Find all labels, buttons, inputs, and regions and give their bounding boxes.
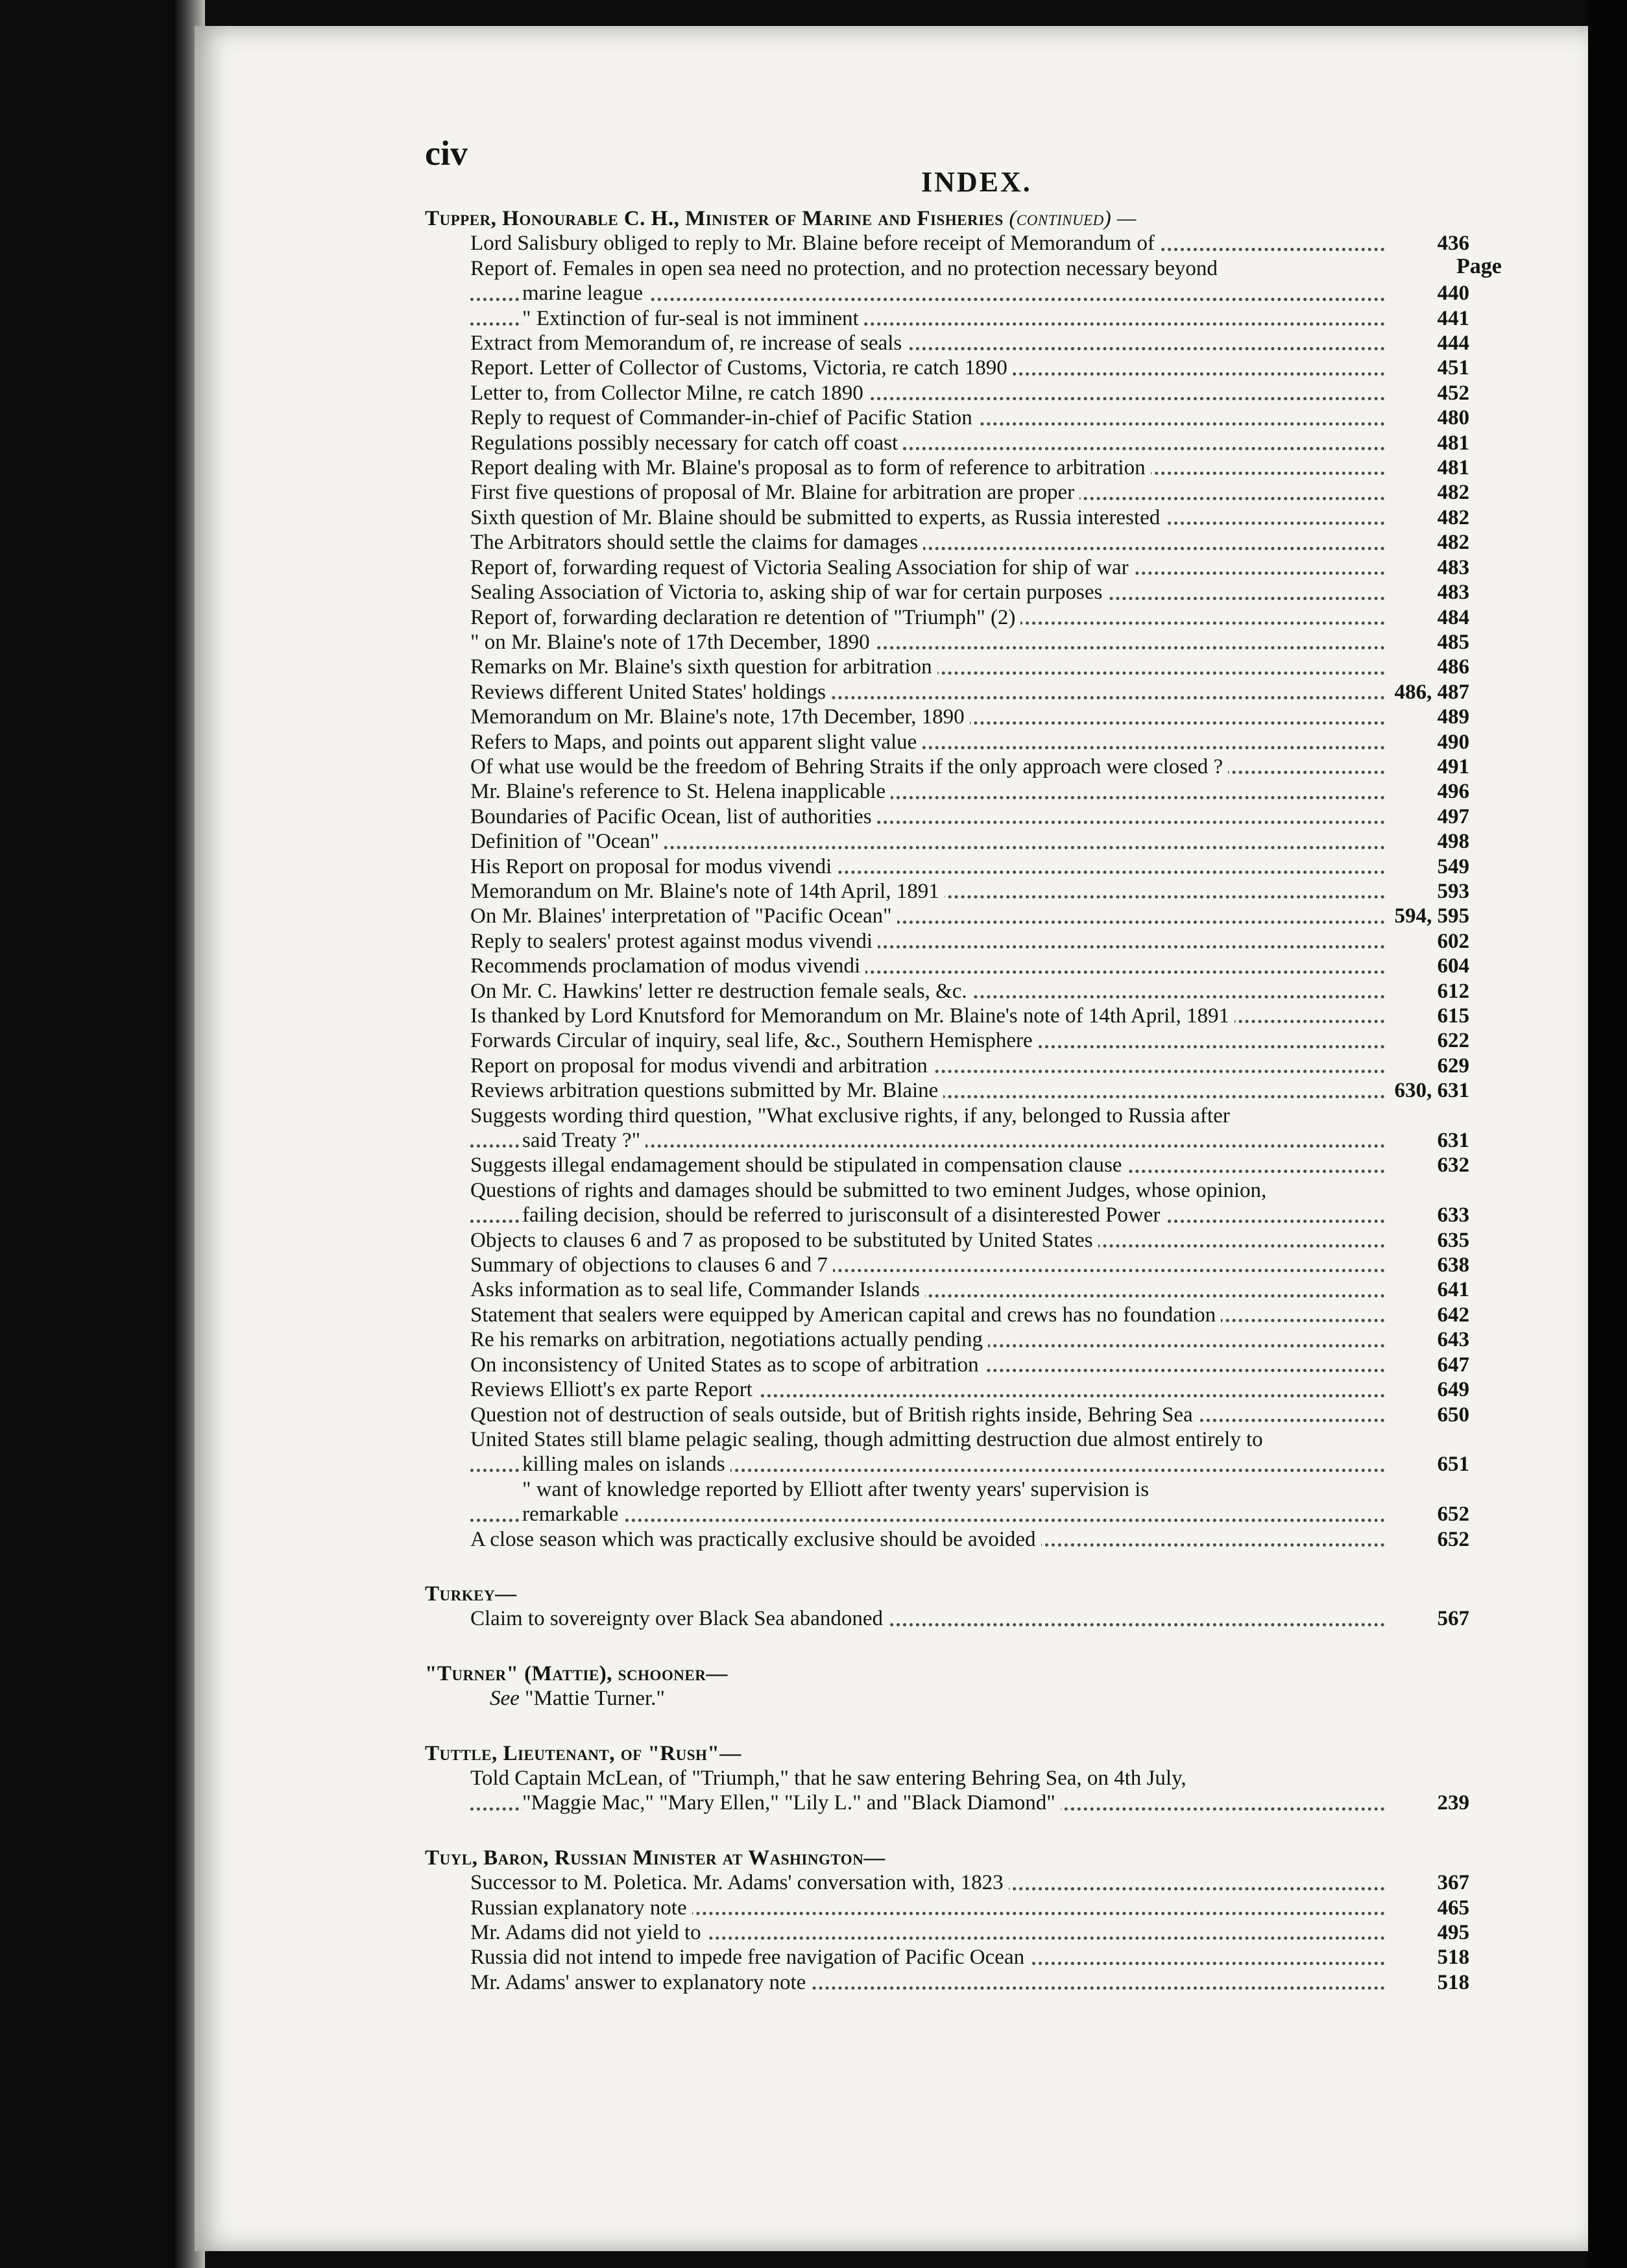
index-entry: [425, 1253, 1469, 1277]
index-entry: [425, 754, 1469, 779]
entry-text: Successor to M. Poletica. Mr. Adams' conversation with, 1823: [470, 1871, 1009, 1894]
index-entry: [425, 1203, 1469, 1227]
entry-page-number: 489: [1437, 705, 1469, 729]
section-gap: [425, 1711, 1469, 1741]
index-entry: [425, 281, 1469, 306]
entry-text: marine league: [522, 282, 648, 305]
index-entry: [425, 480, 1469, 505]
heading-text: Tuttle, Lieutenant, of "Rush"—: [425, 1741, 741, 1765]
entry-text: Re his remarks on arbitration, negotiations actually pending: [470, 1328, 988, 1351]
entry-text: A close season which was practically exclusive should be avoided: [470, 1528, 1041, 1551]
index-entry: [425, 904, 1469, 928]
index-heading: [425, 1661, 1469, 1686]
index-entry: [425, 1766, 1469, 1791]
entry-page-number: 652: [1437, 1502, 1469, 1526]
index-entry: [425, 1502, 1469, 1526]
entry-page-number: 239: [1437, 1791, 1469, 1815]
entry-text: Objects to clauses 6 and 7 as proposed to be substituted by United States: [470, 1229, 1098, 1252]
index-entry: [425, 730, 1469, 754]
entry-page-number: 497: [1437, 804, 1469, 828]
entry-text: Lord Salisbury obliged to reply to Mr. Blaine before receipt of Memorandum of: [470, 232, 1160, 255]
entry-page-number: 652: [1437, 1527, 1469, 1551]
index-entry: [425, 979, 1469, 1004]
entry-page-number: 444: [1437, 332, 1469, 356]
index-entry: [425, 256, 1469, 281]
index-entry: [425, 1178, 1469, 1203]
entry-page-number: 452: [1437, 381, 1469, 405]
page-column-label: Page: [1456, 254, 1502, 278]
index-entry: [425, 580, 1469, 605]
entry-page-number: 567: [1437, 1607, 1469, 1631]
entry-page-number: 633: [1437, 1203, 1469, 1227]
entry-text: Statement that sealers were equipped by American capital and crews has no foundation: [470, 1303, 1221, 1327]
see-target: "Mattie Turner.": [519, 1687, 665, 1711]
entry-text: Summary of objections to clauses 6 and 7: [470, 1253, 833, 1277]
index-entry: [425, 1028, 1469, 1053]
index-entry: [425, 1353, 1469, 1377]
entry-page-number: 612: [1437, 979, 1469, 1003]
entry-text: His Report on proposal for modus vivendi: [470, 855, 837, 878]
entry-page-number: 642: [1437, 1303, 1469, 1327]
index-entry: [425, 655, 1469, 679]
entry-text: Extract from Memorandum of, re increase of seals: [470, 332, 907, 355]
entry-text: Suggests illegal endamagement should be stipulated in compensation clause: [470, 1153, 1127, 1177]
index-entry: [425, 1527, 1469, 1552]
entry-text: Remarks on Mr. Blaine's sixth question for arbitration: [470, 655, 937, 679]
entry-text: Suggests wording third question, "What exclusive rights, if any, belonged to Russia after: [470, 1104, 1235, 1128]
entry-text: "Maggie Mac," "Mary Ellen," "Lily L." and "Black Diamond": [522, 1791, 1061, 1815]
entry-text: Claim to sovereignty over Black Sea abandoned: [470, 1607, 888, 1630]
index-entry: [425, 1228, 1469, 1253]
entry-text: failing decision, should be referred to jurisconsult of a disinterested Power: [522, 1203, 1165, 1227]
entry-text: Definition of "Ocean": [470, 830, 664, 853]
entry-text: Letter to, from Collector Milne, re catch 1890: [470, 381, 869, 405]
entry-page-number: 451: [1437, 356, 1469, 380]
index-entry: [425, 1403, 1469, 1427]
entry-text: First five questions of proposal of Mr. Blaine for arbitration are proper: [470, 481, 1079, 504]
entry-page-number: 482: [1437, 531, 1469, 555]
index-entry: [425, 1870, 1469, 1895]
entry-text: " on Mr. Blaine's note of 17th December, 1890: [470, 631, 875, 654]
entry-text: Report. Letter of Collector of Customs, Victoria, re catch 1890: [470, 356, 1013, 380]
entry-text: Sixth question of Mr. Blaine should be submitted to experts, as Russia interested: [470, 506, 1165, 529]
entry-text: Memorandum on Mr. Blaine's note of 14th April, 1891: [470, 880, 945, 903]
index-entry: [425, 1104, 1469, 1128]
running-head: INDEX.: [921, 166, 1032, 198]
entry-text: Report of, forwarding request of Victoria Sealing Association for ship of war: [470, 556, 1134, 579]
index-entry: [425, 829, 1469, 854]
entry-text: Boundaries of Pacific Ocean, list of authorities: [470, 805, 877, 828]
index-entry: [425, 331, 1469, 356]
entry-text: Russian explanatory note: [470, 1896, 692, 1920]
entry-page-number: 481: [1437, 431, 1469, 455]
section-gap: [425, 1816, 1469, 1846]
entry-page-number: 481: [1437, 456, 1469, 480]
index-entry: [425, 705, 1469, 729]
entry-text: said Treaty ?": [522, 1129, 645, 1152]
index-entry: [425, 505, 1469, 530]
see-prefix: See: [490, 1687, 520, 1711]
entry-text: United States still blame pelagic sealing, though admitting destruction due almost entirely to: [470, 1428, 1268, 1451]
index-entry: [425, 1303, 1469, 1327]
entry-page-number: 367: [1437, 1871, 1469, 1895]
entry-text: On Mr. C. Hawkins' letter re destruction female seals, &c.: [470, 980, 972, 1003]
entry-page-number: 480: [1437, 406, 1469, 430]
entry-page-number: 631: [1437, 1129, 1469, 1153]
heading-text: Tuyl, Baron, Russian Minister at Washington—: [425, 1846, 886, 1870]
index-heading: [425, 1582, 1469, 1606]
index-entry: [425, 1327, 1469, 1352]
entry-page-number: 482: [1437, 481, 1469, 505]
entry-text: Is thanked by Lord Knutsford for Memorandum on Mr. Blaine's note of 14th April, 1891: [470, 1004, 1235, 1028]
index-entry: [425, 231, 1469, 256]
entry-text: Mr. Blaine's reference to St. Helena inapplicable: [470, 780, 891, 803]
entry-text: remarkable: [522, 1502, 623, 1526]
entry-text: Mr. Adams' answer to explanatory note: [470, 1971, 811, 1994]
index-entry: [425, 1477, 1469, 1502]
entry-page-number: 629: [1437, 1054, 1469, 1078]
index-entry: [425, 1896, 1469, 1920]
index-entry: [425, 1606, 1469, 1631]
index-entry: [425, 530, 1469, 555]
index-entry: [425, 1128, 1469, 1153]
index-entry: [425, 1078, 1469, 1103]
index-entry: [425, 1277, 1469, 1302]
index-entry: [425, 1452, 1469, 1477]
index-entry: [425, 680, 1469, 705]
entry-page-number: 486: [1437, 655, 1469, 679]
index-entry: [425, 1004, 1469, 1028]
entry-page-number: 594, 595: [1394, 904, 1469, 928]
entry-text: " want of knowledge reported by Elliott after twenty years' supervision is: [522, 1478, 1154, 1501]
entry-text: Memorandum on Mr. Blaine's note, 17th December, 1890: [470, 705, 970, 729]
entry-page-number: 651: [1437, 1453, 1469, 1477]
entry-text: killing males on islands: [522, 1453, 730, 1476]
entry-page-number: 436: [1437, 232, 1469, 256]
entry-page-number: 518: [1437, 1946, 1469, 1970]
index-entry: [425, 879, 1469, 904]
entry-page-number: 649: [1437, 1378, 1469, 1402]
index-entry: [425, 306, 1469, 331]
index-entry: [425, 1427, 1469, 1452]
entry-text: Report of, forwarding declaration re detention of "Triumph" (2): [470, 606, 1020, 629]
index-heading: [425, 1846, 1469, 1870]
index-entry: [425, 356, 1469, 380]
entry-page-number: 650: [1437, 1403, 1469, 1427]
index-entry: [425, 1153, 1469, 1177]
entry-page-number: 440: [1437, 282, 1469, 306]
section-gap: [425, 1632, 1469, 1661]
entry-text: Forwards Circular of inquiry, seal life, &c., Southern Hemisphere: [470, 1029, 1038, 1052]
entry-page-number: 441: [1437, 306, 1469, 330]
heading-text: Turkey—: [425, 1582, 517, 1606]
entry-page-number: 496: [1437, 780, 1469, 804]
index-entry: [425, 381, 1469, 405]
entry-page-number: 593: [1437, 879, 1469, 903]
entry-page-number: 615: [1437, 1004, 1469, 1028]
index-entry: [425, 854, 1469, 879]
entry-page-number: 518: [1437, 1970, 1469, 1994]
entry-text: Asks information as to seal life, Commander Islands: [470, 1278, 925, 1301]
heading-text: Tupper, Honourable C. H., Minister of Marine and Fisheries: [425, 207, 1004, 230]
entry-page-number: 602: [1437, 929, 1469, 953]
entry-page-number: 549: [1437, 854, 1469, 878]
entry-page-number: 604: [1437, 954, 1469, 978]
entry-page-number: 641: [1437, 1278, 1469, 1302]
index-entry: [425, 1920, 1469, 1945]
entry-page-number: 647: [1437, 1353, 1469, 1377]
index-entry: [425, 630, 1469, 655]
entry-page-number: 484: [1437, 605, 1469, 629]
section-gap: [425, 1552, 1469, 1582]
entry-text: Question not of destruction of seals outside, but of British rights inside, Behring Sea: [470, 1403, 1198, 1427]
index-entry: [425, 929, 1469, 954]
entry-text: Questions of rights and damages should be submitted to two eminent Judges, whose opinion,: [470, 1179, 1271, 1202]
entry-text: Report of. Females in open sea need no protection, and no protection necessary beyond: [470, 257, 1223, 280]
page-folio: civ: [425, 134, 468, 173]
entry-page-number: 638: [1437, 1253, 1469, 1277]
index-entry: [425, 455, 1469, 480]
see-reference: [425, 1686, 1469, 1711]
entry-text: Reviews different United States' holdings: [470, 681, 831, 704]
index-list: [425, 206, 1469, 1995]
entry-page-number: 491: [1437, 754, 1469, 778]
entry-text: Reply to request of Commander-in-chief of Pacific Station: [470, 406, 978, 429]
index-entry: [425, 1970, 1469, 1995]
index-entry: [425, 405, 1469, 430]
entry-text: Mr. Adams did not yield to: [470, 1921, 706, 1944]
index-entry: [425, 1791, 1469, 1815]
entry-page-number: 495: [1437, 1921, 1469, 1944]
index-entry: [425, 804, 1469, 829]
heading-text: "Turner" (Mattie), schooner—: [425, 1661, 728, 1685]
index-entry: [425, 431, 1469, 455]
entry-page-number: 490: [1437, 730, 1469, 754]
entry-text: " Extinction of fur-seal is not imminent: [522, 307, 864, 330]
index-entry: [425, 555, 1469, 580]
entry-page-number: 482: [1437, 505, 1469, 529]
index-entry: [425, 779, 1469, 804]
index-heading: [425, 1741, 1469, 1766]
entry-page-number: 486, 487: [1394, 680, 1469, 704]
entry-page-number: 635: [1437, 1228, 1469, 1252]
index-heading: [425, 206, 1469, 231]
scan-edge: [1588, 0, 1627, 2268]
entry-page-number: 483: [1437, 581, 1469, 605]
index-entry: [425, 1054, 1469, 1078]
entry-page-number: 622: [1437, 1029, 1469, 1053]
entry-text: Reviews Elliott's ex parte Report: [470, 1378, 758, 1401]
entry-text: Report dealing with Mr. Blaine's proposal as to form of reference to arbitration: [470, 456, 1151, 479]
index-entry: [425, 954, 1469, 978]
entry-text: Of what use would be the freedom of Behring Straits if the only approach were closed ?: [470, 755, 1228, 778]
entry-page-number: 498: [1437, 830, 1469, 854]
entry-text: Russia did not intend to impede free navigation of Pacific Ocean: [470, 1946, 1030, 1969]
entry-text: Reply to sealers' protest against modus vivendi: [470, 930, 878, 953]
entry-text: Report on proposal for modus vivendi and arbitration: [470, 1054, 933, 1078]
entry-text: Reviews arbitration questions submitted by Mr. Blaine: [470, 1079, 943, 1102]
entry-text: Regulations possibly necessary for catch off coast: [470, 431, 903, 455]
entry-page-number: 632: [1437, 1153, 1469, 1177]
entry-text: Refers to Maps, and points out apparent slight value: [470, 730, 922, 754]
entry-text: On inconsistency of United States as to scope of arbitration: [470, 1353, 984, 1377]
entry-text: The Arbitrators should settle the claims for damages: [470, 531, 923, 554]
entry-page-number: 465: [1437, 1896, 1469, 1920]
entry-page-number: 643: [1437, 1328, 1469, 1352]
entry-text: On Mr. Blaines' interpretation of "Pacific Ocean": [470, 904, 897, 928]
heading-note: (continued) —: [1003, 207, 1137, 230]
entry-text: Told Captain McLean, of "Triumph," that he saw entering Behring Sea, on 4th July,: [470, 1767, 1192, 1790]
index-entry: [425, 1377, 1469, 1402]
entry-page-number: 630, 631: [1394, 1079, 1469, 1103]
entry-text: Sealing Association of Victoria to, asking ship of war for certain purposes: [470, 581, 1107, 604]
entry-page-number: 483: [1437, 555, 1469, 579]
index-entry: [425, 605, 1469, 630]
index-entry: [425, 1945, 1469, 1970]
entry-page-number: 485: [1437, 630, 1469, 654]
entry-text: Recommends proclamation of modus vivendi: [470, 954, 865, 978]
